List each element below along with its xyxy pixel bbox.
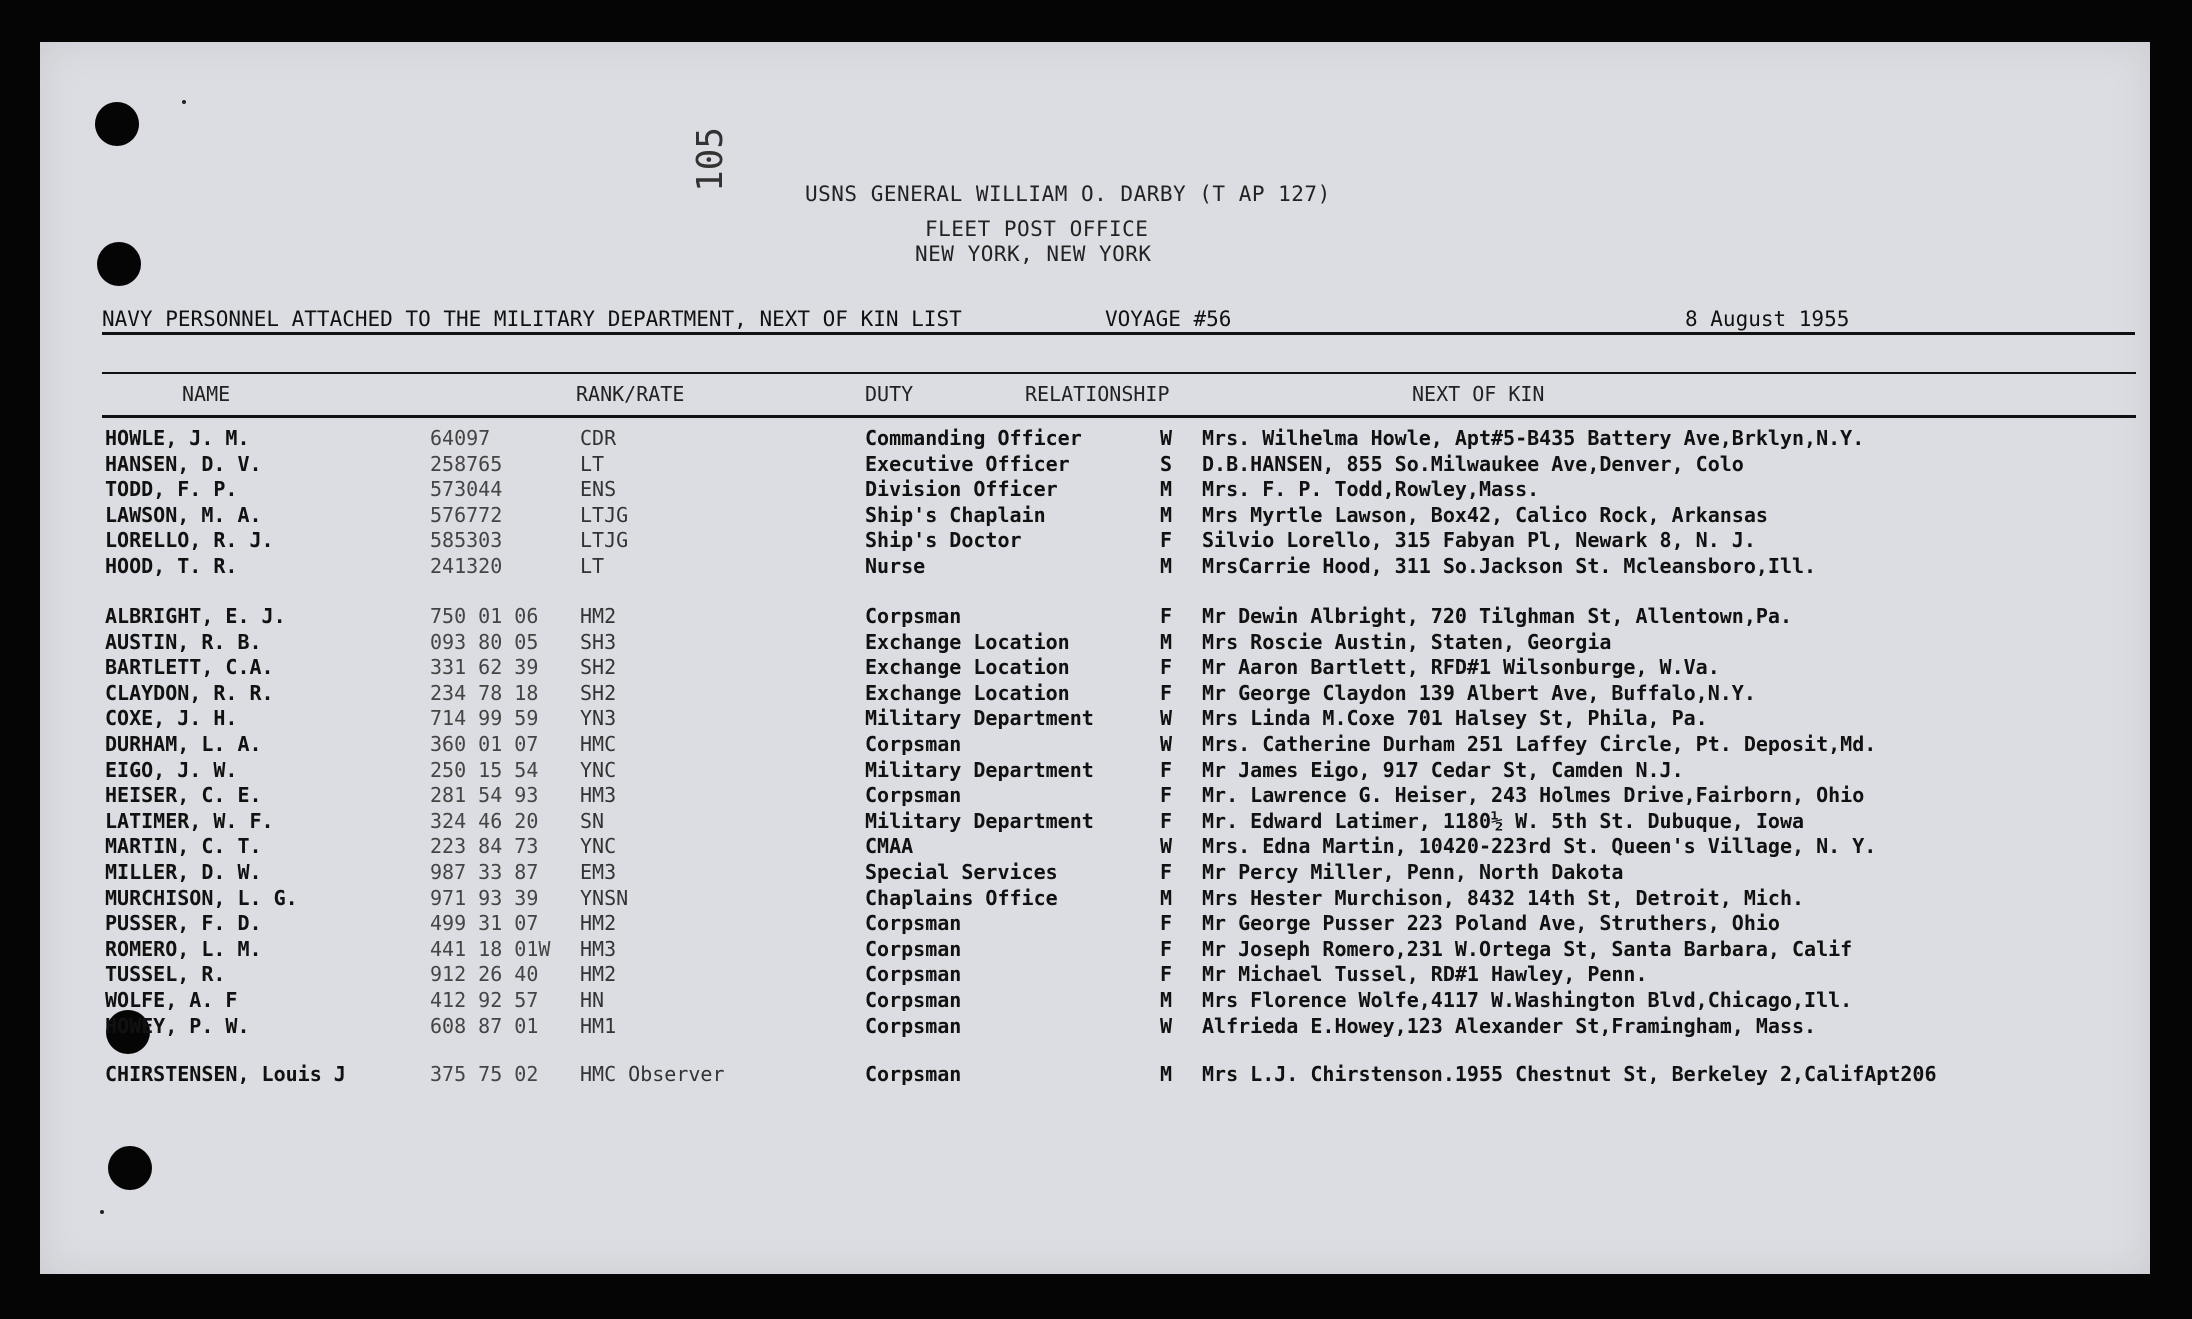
person-name: COXE, J. H. (105, 706, 238, 731)
next-of-kin: Mrs Roscie Austin, Staten, Georgia (1202, 629, 1612, 654)
rank-rate: SN (580, 808, 605, 833)
service-number: 223 84 73 (430, 834, 539, 859)
service-number: 912 26 40 (430, 962, 539, 987)
document-sheet (40, 42, 2150, 1274)
service-number: 64097 (430, 426, 491, 450)
table-row (40, 604, 2150, 630)
next-of-kin: Silvio Lorello, 315 Fabyan Pl, Newark 8, N. J. (1202, 528, 1756, 553)
rank-rate: HM2 (580, 962, 617, 987)
duty: Ship's Chaplain (865, 502, 1046, 527)
rank-rate: LT (580, 554, 605, 578)
duty: Corpsman (865, 604, 962, 628)
person-name: MILLER, D. W. (105, 860, 262, 884)
rank-rate: LTJG (580, 528, 629, 553)
duty: Corpsman (865, 962, 962, 987)
duty: Military Department (865, 706, 1094, 731)
date-underline (1340, 332, 2135, 335)
rank-rate: YN3 (580, 706, 617, 731)
city: NEW YORK, NEW YORK (915, 242, 1152, 266)
duty: Corpsman (865, 783, 962, 808)
table-row (40, 681, 2150, 707)
punch-hole (95, 102, 139, 146)
person-name: MURCHISON, L. G. (105, 885, 298, 910)
service-number: 987 33 87 (430, 860, 539, 884)
table-row (40, 758, 2150, 784)
rank-rate: HM3 (580, 936, 617, 961)
rank-rate: SH2 (580, 655, 617, 680)
duty: Special Services (865, 860, 1058, 884)
next-of-kin: Mrs. Catherine Durham 251 Laffey Circle, Pt. Deposit,Md. (1202, 732, 1877, 756)
person-name: ALBRIGHT, E. J. (105, 604, 286, 628)
relationship: M (1160, 885, 1173, 910)
table-row (40, 962, 2150, 988)
header-rule (102, 372, 2136, 374)
service-number: 360 01 07 (430, 732, 539, 756)
person-name: HANSEN, D. V. (105, 451, 262, 476)
voyage-number: VOYAGE #56 (1105, 307, 1232, 331)
relationship: W (1160, 834, 1173, 859)
rank-rate: HM2 (580, 911, 617, 936)
person-name: AUSTIN, R. B. (105, 629, 262, 654)
rank-rate: HMC Observer (580, 1062, 725, 1086)
service-number: 412 92 57 (430, 988, 539, 1012)
table-row (40, 1014, 2150, 1040)
next-of-kin: Alfrieda E.Howey,123 Alexander St,Framingham, Mass. (1202, 1013, 1817, 1038)
punch-hole (97, 242, 141, 286)
ship-name: USNS GENERAL WILLIAM O. DARBY (T AP 127) (805, 182, 1331, 206)
service-number: 750 01 06 (430, 604, 539, 628)
list-date: 8 August 1955 (1685, 307, 1850, 331)
rank-rate: HM2 (580, 604, 617, 628)
table-row (40, 988, 2150, 1014)
table-row (40, 1062, 2150, 1088)
service-number: 241320 (430, 554, 503, 578)
service-number: 971 93 39 (430, 885, 539, 910)
table-row (40, 886, 2150, 912)
relationship: M (1160, 477, 1173, 502)
column-header-rank: RANK/RATE (576, 382, 685, 406)
rank-rate: HMC (580, 732, 617, 756)
person-name: EIGO, J. W. (105, 757, 238, 782)
table-row (40, 834, 2150, 860)
service-number: 576772 (430, 502, 503, 527)
next-of-kin: Mr George Claydon 139 Albert Ave, Buffalo,N.Y. (1202, 680, 1756, 705)
relationship: M (1160, 554, 1173, 578)
next-of-kin: Mr James Eigo, 917 Cedar St, Camden N.J. (1202, 757, 1684, 782)
relationship: F (1160, 911, 1173, 936)
person-name: DURHAM, L. A. (105, 732, 262, 756)
person-name: WOLFE, A. F (105, 988, 238, 1012)
title-underline (102, 332, 1387, 335)
next-of-kin: Mr Joseph Romero,231 W.Ortega St, Santa Barbara, Calif (1202, 936, 1853, 961)
person-name: CHIRSTENSEN, Louis J (105, 1062, 346, 1086)
person-name: HOOD, T. R. (105, 554, 238, 578)
duty: Exchange Location (865, 680, 1070, 705)
duty: Corpsman (865, 936, 962, 961)
duty: Military Department (865, 808, 1094, 833)
speck (100, 1210, 104, 1214)
service-number: 234 78 18 (430, 680, 539, 705)
service-number: 250 15 54 (430, 757, 539, 782)
service-number: 331 62 39 (430, 655, 539, 680)
relationship: M (1160, 502, 1173, 527)
next-of-kin: Mrs L.J. Chirstenson.1955 Chestnut St, Berkeley 2,CalifApt206 (1202, 1062, 1937, 1086)
duty: Ship's Doctor (865, 528, 1022, 553)
service-number: 324 46 20 (430, 808, 539, 833)
rank-rate: HM1 (580, 1013, 617, 1038)
next-of-kin: Mrs. Wilhelma Howle, Apt#5-B435 Battery Ave,Brklyn,N.Y. (1202, 426, 1865, 450)
duty: Corpsman (865, 732, 962, 756)
person-name: TODD, F. P. (105, 477, 238, 502)
header-rule (102, 415, 2136, 418)
service-number: 093 80 05 (430, 629, 539, 654)
next-of-kin: Mrs. Edna Martin, 10420-223rd St. Queen's Village, N. Y. (1202, 834, 1877, 859)
duty: Nurse (865, 554, 926, 578)
relationship: W (1160, 1013, 1173, 1038)
service-number: 499 31 07 (430, 911, 539, 936)
next-of-kin: D.B.HANSEN, 855 So.Milwaukee Ave,Denver, Colo (1202, 451, 1744, 476)
next-of-kin: Mrs Hester Murchison, 8432 14th St, Detroit, Mich. (1202, 885, 1805, 910)
relationship: M (1160, 629, 1173, 654)
duty: Corpsman (865, 911, 962, 936)
table-row (40, 452, 2150, 478)
service-number: 573044 (430, 477, 503, 502)
rank-rate: SH3 (580, 629, 617, 654)
table-row (40, 426, 2150, 452)
next-of-kin: Mr. Lawrence G. Heiser, 243 Holmes Drive,Fairborn, Ohio (1202, 783, 1865, 808)
rank-rate: YNC (580, 757, 617, 782)
punch-hole (108, 1146, 152, 1190)
table-row (40, 528, 2150, 554)
column-header-duty: DUTY (865, 382, 914, 406)
table-row (40, 809, 2150, 835)
service-number: 714 99 59 (430, 706, 539, 731)
table-row (40, 655, 2150, 681)
relationship: F (1160, 528, 1173, 553)
next-of-kin: Mr Dewin Albright, 720 Tilghman St, Allentown,Pa. (1202, 604, 1793, 628)
relationship: F (1160, 962, 1173, 987)
person-name: CLAYDON, R. R. (105, 680, 274, 705)
service-number: 608 87 01 (430, 1013, 539, 1038)
rank-rate: SH2 (580, 680, 617, 705)
rank-rate: LT (580, 451, 605, 476)
duty: Chaplains Office (865, 885, 1058, 910)
person-name: PUSSER, F. D. (105, 911, 262, 936)
list-title: NAVY PERSONNEL ATTACHED TO THE MILITARY DEPARTMENT, NEXT OF KIN LIST (102, 307, 962, 331)
next-of-kin: Mr Michael Tussel, RD#1 Hawley, Penn. (1202, 962, 1648, 987)
relationship: W (1160, 732, 1173, 756)
person-name: HOWEY, P. W. (105, 1013, 250, 1038)
duty: Division Officer (865, 477, 1058, 502)
rank-rate: CDR (580, 426, 617, 450)
relationship: S (1160, 451, 1173, 476)
service-number: 441 18 01W (430, 936, 551, 961)
next-of-kin: Mr Percy Miller, Penn, North Dakota (1202, 860, 1624, 884)
speck (182, 100, 186, 104)
person-name: HOWLE, J. M. (105, 426, 250, 450)
relationship: W (1160, 706, 1173, 731)
service-number: 375 75 02 (430, 1062, 539, 1086)
table-row (40, 706, 2150, 732)
table-row (40, 732, 2150, 758)
duty: Military Department (865, 757, 1094, 782)
relationship: F (1160, 783, 1173, 808)
duty: Exchange Location (865, 629, 1070, 654)
post-office: FLEET POST OFFICE (925, 217, 1149, 241)
duty: Corpsman (865, 1062, 962, 1086)
next-of-kin: Mrs Linda M.Coxe 701 Halsey St, Phila, Pa. (1202, 706, 1708, 731)
rank-rate: YNSN (580, 885, 629, 910)
duty: Corpsman (865, 1013, 962, 1038)
duty: Exchange Location (865, 655, 1070, 680)
person-name: BARTLETT, C.A. (105, 655, 274, 680)
table-row (40, 937, 2150, 963)
relationship: F (1160, 860, 1173, 884)
rank-rate: EM3 (580, 860, 617, 884)
rank-rate: HN (580, 988, 605, 1012)
relationship: F (1160, 680, 1173, 705)
page-number: 105 (690, 126, 731, 192)
rank-rate: HM3 (580, 783, 617, 808)
next-of-kin: Mrs Myrtle Lawson, Box42, Calico Rock, Arkansas (1202, 502, 1768, 527)
relationship: M (1160, 988, 1173, 1012)
rank-rate: ENS (580, 477, 617, 502)
person-name: LATIMER, W. F. (105, 808, 274, 833)
duty: Corpsman (865, 988, 962, 1012)
next-of-kin: Mrs Florence Wolfe,4117 W.Washington Blvd,Chicago,Ill. (1202, 988, 1853, 1012)
relationship: M (1160, 1062, 1173, 1086)
table-row (40, 503, 2150, 529)
table-row (40, 860, 2150, 886)
next-of-kin: MrsCarrie Hood, 311 So.Jackson St. Mcleansboro,Ill. (1202, 554, 1817, 578)
table-row (40, 911, 2150, 937)
service-number: 258765 (430, 451, 503, 476)
table-row (40, 630, 2150, 656)
rank-rate: YNC (580, 834, 617, 859)
table-row (40, 554, 2150, 580)
service-number: 281 54 93 (430, 783, 539, 808)
relationship: F (1160, 808, 1173, 833)
column-header-next-of-kin: NEXT OF KIN (1412, 382, 1545, 406)
rank-rate: LTJG (580, 502, 629, 527)
next-of-kin: Mr. Edward Latimer, 1180½ W. 5th St. Dubuque, Iowa (1202, 808, 1805, 833)
table-row (40, 477, 2150, 503)
duty: Commanding Officer (865, 426, 1082, 450)
person-name: ROMERO, L. M. (105, 936, 262, 961)
column-header-relationship: RELATIONSHIP (1025, 382, 1170, 406)
person-name: HEISER, C. E. (105, 783, 262, 808)
relationship: F (1160, 655, 1173, 680)
relationship: W (1160, 426, 1173, 450)
column-header-name: NAME (182, 382, 231, 406)
person-name: LORELLO, R. J. (105, 528, 274, 553)
relationship: F (1160, 936, 1173, 961)
relationship: F (1160, 604, 1173, 628)
duty: Executive Officer (865, 451, 1070, 476)
next-of-kin: Mr George Pusser 223 Poland Ave, Struthers, Ohio (1202, 911, 1780, 936)
table-row (40, 783, 2150, 809)
next-of-kin: Mr Aaron Bartlett, RFD#1 Wilsonburge, W.Va. (1202, 655, 1720, 680)
duty: CMAA (865, 834, 914, 859)
person-name: MARTIN, C. T. (105, 834, 262, 859)
person-name: TUSSEL, R. (105, 962, 226, 987)
person-name: LAWSON, M. A. (105, 502, 262, 527)
relationship: F (1160, 757, 1173, 782)
next-of-kin: Mrs. F. P. Todd,Rowley,Mass. (1202, 477, 1540, 502)
service-number: 585303 (430, 528, 503, 553)
